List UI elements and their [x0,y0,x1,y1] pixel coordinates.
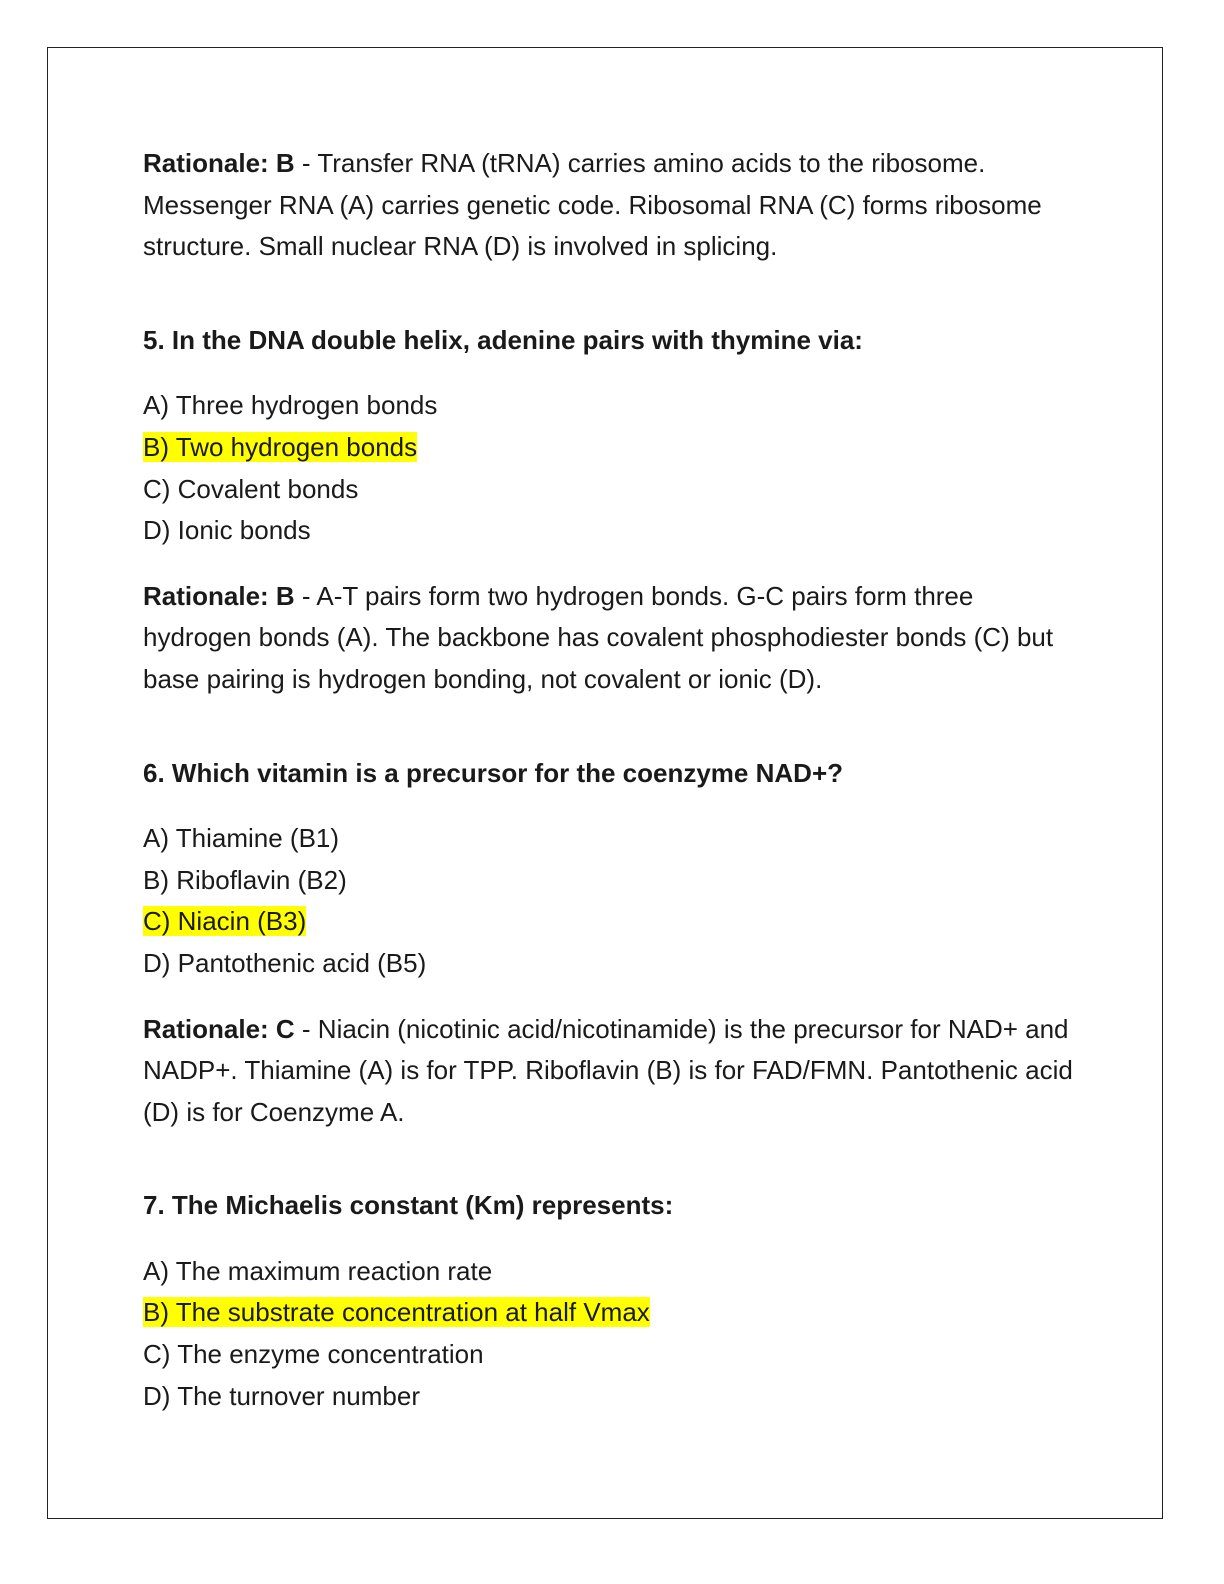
question-5: 5. In the DNA double helix, adenine pairs with thymine via: [143,324,863,355]
answer-highlight: B) The substrate concentration at half Vmax [143,1297,650,1328]
answer-highlight: C) Niacin (B3) [143,906,307,937]
option-q7-d: D) The turnover number [143,1380,420,1411]
option-q6-d: D) Pantothenic acid (B5) [143,947,427,978]
option-q6-a: A) Thiamine (B1) [143,823,340,854]
option-q7-a: A) The maximum reaction rate [143,1255,493,1286]
option-q6-b: B) Riboflavin (B2) [143,864,347,895]
options-q6 [143,818,1083,984]
rationale-label: Rationale: C [143,1013,295,1044]
rationale-label: Rationale: B [143,148,295,178]
option-q6-c [143,901,1083,943]
rationale-text: - Transfer RNA (tRNA) carries amino acids to the ribosome. Messenger RNA (A) carries genetic code. Ribosomal RNA (C) forms ribosome structure. Small nuclear RNA (D) is involved in splicing. [143,148,1042,262]
option-q5-a: A) Three hydrogen bonds [143,390,438,421]
rationale-label: Rationale: B [143,580,295,611]
option-q5-c: C) Covalent bonds [143,473,359,504]
question-7: 7. The Michaelis constant (Km) represents: [143,1190,674,1221]
rationale-q5 [143,576,1083,701]
rationale-text: - A-T pairs form two hydrogen bonds. G-C pairs form three hydrogen bonds (A). The backbone has covalent phosphodiester bonds (C) but base pairing is hydrogen bonding, not covalent or ionic (D). [143,580,1054,694]
option-q5-d: D) Ionic bonds [143,515,311,546]
answer-highlight: B) Two hydrogen bonds [143,431,418,462]
rationale-q4 [143,143,1083,268]
options-q5 [143,385,1083,551]
rationale-text: - Niacin (nicotinic acid/nicotinamide) is the precursor for NAD+ and NADP+. Thiamine (A) is for TPP. Riboflavin (B) is for FAD/FMN. Pantothenic acid (D) is for Coenzyme A. [143,1013,1073,1127]
option-q5-b [143,427,1083,469]
option-q7-b [143,1292,1083,1334]
document-content [143,143,1083,1417]
rationale-q6 [143,1009,1083,1134]
option-q7-c: C) The enzyme concentration [143,1339,484,1370]
question-6: 6. Which vitamin is a precursor for the coenzyme NAD+? [143,757,844,788]
options-q7 [143,1251,1083,1417]
